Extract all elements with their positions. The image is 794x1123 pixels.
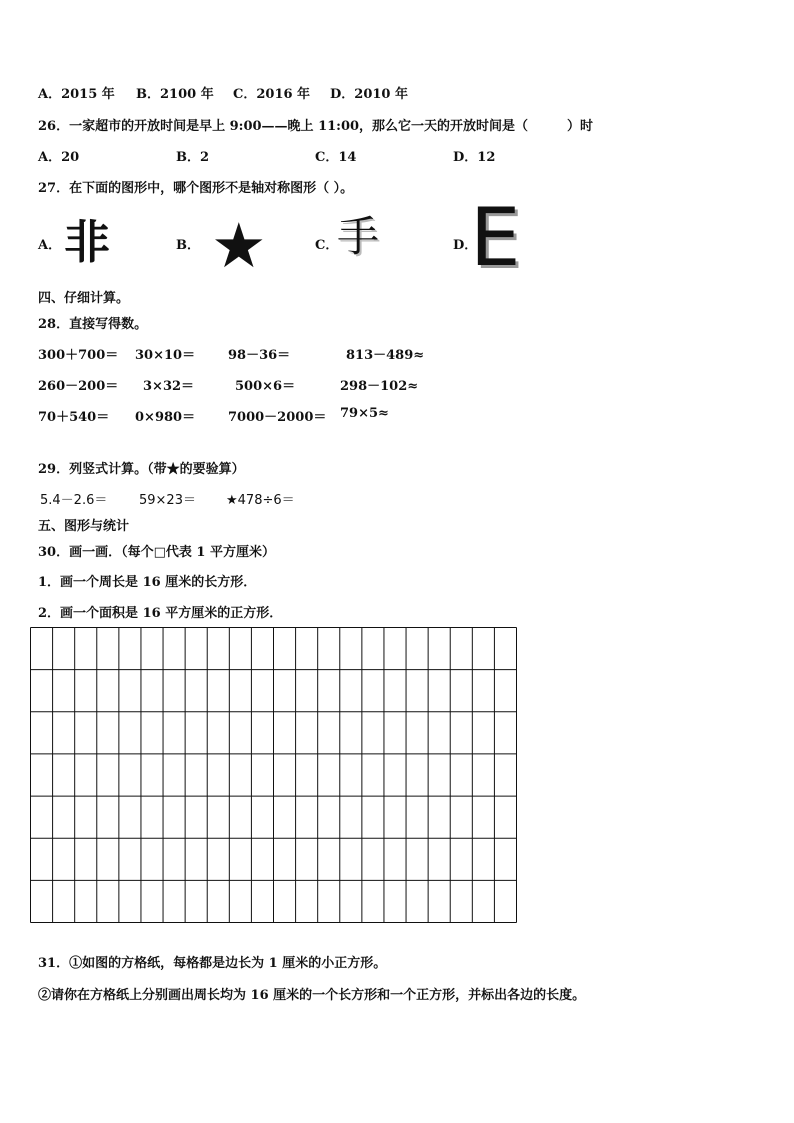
q28-item: 300＋700＝ bbox=[38, 348, 119, 363]
q28-item: 79×5≈ bbox=[340, 406, 389, 421]
q27-option-b-label: B． bbox=[176, 238, 200, 253]
q28-item: 0×980＝ bbox=[135, 410, 196, 425]
q30-sub-1: 1．画一个周长是 16 厘米的长方形． bbox=[38, 575, 257, 590]
q27-option-c-label: C． bbox=[315, 238, 339, 253]
q26-stem: 26．一家超市的开放时间是早上 9:00——晚上 11:00，那么它一天的开放时间是（ ）时 bbox=[38, 119, 594, 134]
q28-item: 500×6＝ bbox=[235, 379, 296, 394]
q28-item: 30×10＝ bbox=[135, 348, 196, 363]
q26-option-a: A．20 bbox=[38, 150, 80, 165]
q27-stem: 27．在下面的图形中，哪个图形不是轴对称图形（ ）。 bbox=[38, 181, 354, 196]
q25-option-a: A．2015 年 bbox=[38, 87, 115, 102]
q28-item: 813－489≈ bbox=[346, 348, 425, 363]
q28-item: 7000－2000＝ bbox=[228, 410, 327, 425]
q28-item: 260－200＝ bbox=[38, 379, 119, 394]
q26-option-c: C．14 bbox=[315, 150, 357, 165]
q25-option-d: D．2010 年 bbox=[330, 87, 408, 102]
square-grid-paper bbox=[30, 627, 517, 923]
q25-option-b: B．2100 年 bbox=[136, 87, 214, 102]
fei-character-icon: 非 bbox=[64, 215, 110, 269]
q28-stem: 28．直接写得数。 bbox=[38, 317, 148, 332]
section-4-heading: 四、仔细计算。 bbox=[38, 291, 130, 306]
q27-option-d-label: D． bbox=[453, 238, 478, 253]
q31-line-1: 31．①如图的方格纸，每格都是边长为 1 厘米的小正方形。 bbox=[38, 956, 387, 971]
q28-item: 70＋540＝ bbox=[38, 410, 110, 425]
q29-item: 5.4－2.6＝ bbox=[40, 493, 108, 508]
q29-stem: 29．列竖式计算。（带★的要验算） bbox=[38, 462, 245, 477]
section-5-heading: 五、图形与统计 bbox=[38, 519, 130, 534]
q31-line-2: ②请你在方格纸上分别画出周长均为 16 厘米的一个长方形和一个正方形，并标出各边的长度。 bbox=[38, 988, 586, 1003]
q29-item: 59×23＝ bbox=[139, 493, 196, 508]
q30-sub-2: 2．画一个面积是 16 平方厘米的正方形． bbox=[38, 606, 283, 621]
q25-option-c: C．2016 年 bbox=[233, 87, 311, 102]
q28-item: 3×32＝ bbox=[143, 379, 195, 394]
letter-e-icon: E bbox=[470, 191, 521, 284]
q29-item: ★478÷6＝ bbox=[226, 493, 295, 508]
shou-character-icon: 手 bbox=[337, 212, 380, 261]
q26-option-d: D．12 bbox=[453, 150, 496, 165]
q26-option-b: B．2 bbox=[176, 150, 210, 165]
star-icon: ★ bbox=[211, 209, 267, 282]
q30-stem: 30．画一画．（每个□代表 1 平方厘米） bbox=[38, 545, 275, 560]
q28-item: 98－36＝ bbox=[228, 348, 291, 363]
q27-option-a-label: A． bbox=[38, 238, 62, 253]
q28-item: 298－102≈ bbox=[340, 379, 419, 394]
